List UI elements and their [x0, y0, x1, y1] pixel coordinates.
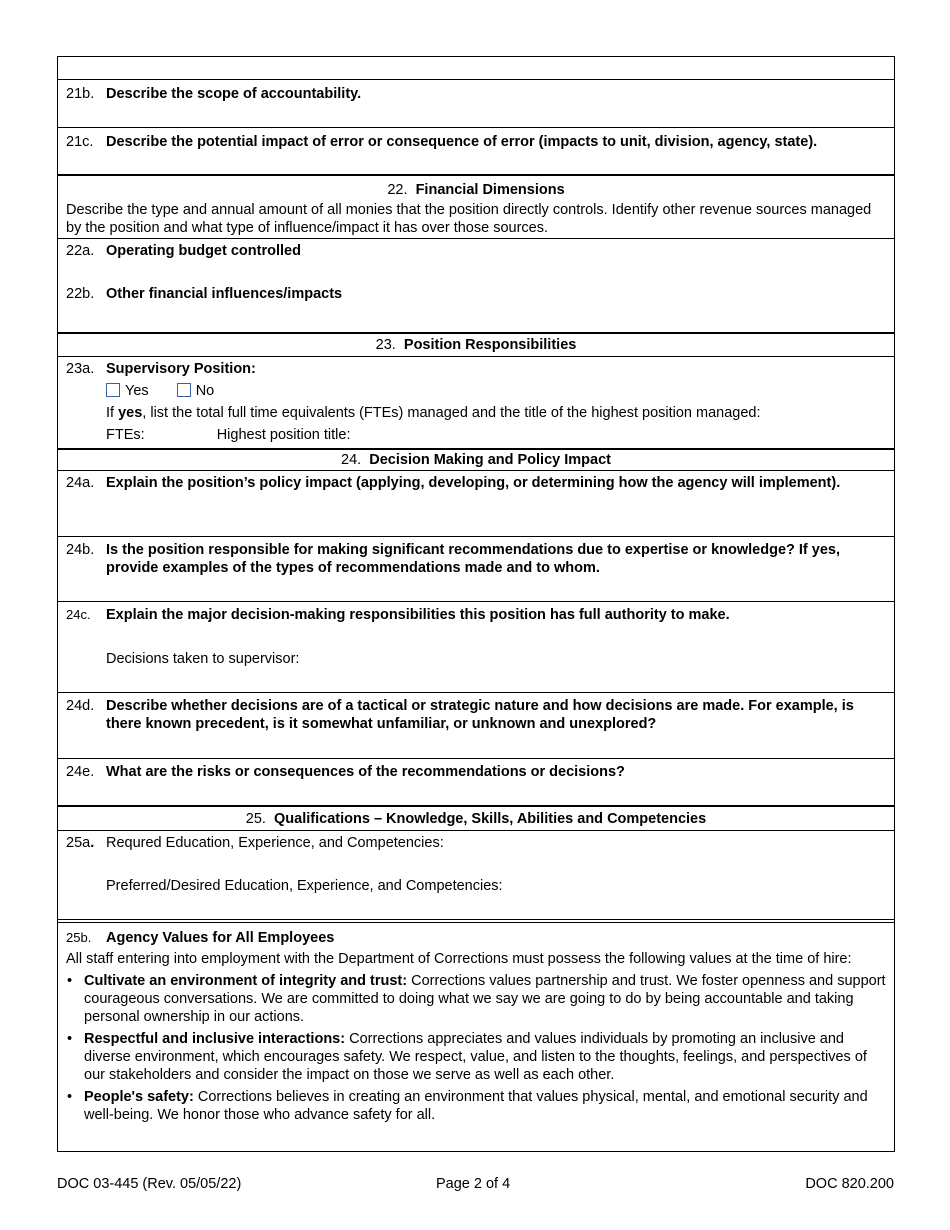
section-22ab	[58, 239, 894, 334]
section-21c	[58, 128, 894, 176]
list-item: • Respectful and inclusive interactions: Corrections appreciates and values individuals by promoting an inclusive and diverse environment, which encourages safety. We respect, value, and listen to the thoughts, feelings, and perspectives of our stakeholders and consider the impact on those we serve as well as each other.	[66, 1030, 886, 1084]
no-checkbox[interactable]	[177, 383, 191, 397]
section-24a	[58, 471, 894, 537]
section-24c	[58, 602, 894, 693]
field-label: Is the position responsible for making significant recommendations due to expertise or knowledge? If yes, provide examples of the types of recommendations made and to whom.	[106, 542, 841, 576]
item-number: 21b.	[66, 86, 95, 102]
ftes-label: FTEs:	[106, 427, 145, 443]
field-label: Describe the scope of accountability.	[106, 86, 362, 102]
values-list	[58, 972, 894, 1124]
section-24d	[58, 693, 894, 759]
policy-number: DOC 820.200	[805, 1176, 894, 1192]
section-title-text: Decision Making and Policy Impact	[369, 452, 611, 468]
item-number: 24b.	[66, 542, 95, 558]
section-title-text: Financial Dimensions	[415, 182, 565, 198]
field-label: Operating budget controlled	[106, 243, 301, 259]
section-number: 23.	[375, 337, 396, 353]
section-number: 24.	[341, 452, 362, 468]
highest-position-label: Highest position title:	[216, 427, 351, 443]
item-number: 24e.	[66, 764, 95, 780]
section-title	[58, 180, 894, 201]
field-label: Explain the major decision-making responsibilities this position has full authority to make.	[106, 607, 730, 623]
values-intro: All staff entering into employment with the Department of Corrections must possess the following values at the time of hire:	[66, 951, 852, 967]
position-description-form	[57, 56, 895, 1152]
fte-fields	[58, 426, 894, 444]
preferred-qualifications-label: Preferred/Desired Education, Experience, and Competencies:	[106, 878, 503, 894]
section-22-header	[58, 176, 894, 239]
yes-label: Yes	[125, 383, 149, 399]
page-number: Page 2 of 4	[436, 1176, 511, 1192]
item-number: 21c.	[66, 134, 94, 150]
supervisory-options	[58, 382, 894, 400]
item-number: 22b.	[66, 286, 95, 302]
yes-checkbox[interactable]	[106, 383, 120, 397]
section-23-header	[58, 334, 894, 357]
field-label: Agency Values for All Employees	[106, 930, 335, 946]
section-24b	[58, 537, 894, 602]
section-25-header	[58, 807, 894, 831]
field-label: Describe the potential impact of error or consequence of error (impacts to unit, division, agency, state).	[106, 134, 818, 150]
item-number: 23a.	[66, 361, 95, 377]
section-25b	[58, 923, 894, 1151]
blank-top-row	[58, 57, 894, 80]
item-number: 24a.	[66, 475, 95, 491]
list-item: • Cultivate an environment of integrity and trust: Corrections values partnership and trust. We foster openness and support courageous conversations. We are committed to doing what we say we are going to do by being accountable and taking personal ownership in our actions.	[66, 972, 886, 1026]
field-label: Requred Education, Experience, and Competencies:	[106, 835, 444, 851]
item-number: 24d.	[66, 698, 95, 714]
section-21b	[58, 80, 894, 128]
section-number: 25.	[245, 811, 266, 827]
field-label: Supervisory Position:	[106, 361, 256, 377]
item-number: 25a.	[66, 835, 95, 851]
item-number: 25b.	[66, 930, 92, 945]
list-item: • People's safety: Corrections believes in creating an environment that values physical, mental, and emotional security and well-being. We honor those who advance safety for all.	[66, 1088, 886, 1124]
field-label: Explain the position’s policy impact (applying, developing, or determining how the agency will implement).	[106, 475, 841, 491]
no-label: No	[195, 383, 215, 399]
field-label: Other financial influences/impacts	[106, 286, 343, 302]
decisions-to-supervisor-label: Decisions taken to supervisor:	[106, 651, 300, 667]
item-number: 24c.	[66, 607, 91, 622]
section-24-header	[58, 450, 894, 471]
item-number: 22a.	[66, 243, 95, 259]
section-title-text: Position Responsibilities	[403, 337, 577, 353]
field-label: Describe whether decisions are of a tactical or strategic nature and how decisions are made. For example, is there known precedent, is it somewhat unfamiliar, or unknown and unexplored?	[106, 698, 854, 732]
form-id: DOC 03-445 (Rev. 05/05/22)	[57, 1176, 242, 1192]
section-23a	[58, 357, 894, 450]
section-25a	[58, 831, 894, 923]
field-label: What are the risks or consequences of the recommendations or decisions?	[106, 764, 625, 780]
section-number: 22.	[387, 182, 408, 198]
section-title-text: Qualifications – Knowledge, Skills, Abilities and Competencies	[274, 811, 707, 827]
section-24e	[58, 759, 894, 807]
section-description: Describe the type and annual amount of all monies that the position directly controls. Identify other revenue sources managed by the position and what type of influence/impact it has over those sources.	[66, 202, 872, 236]
fte-instruction: If yes, list the total full time equivalents (FTEs) managed and the title of the highest position managed:	[106, 405, 761, 421]
